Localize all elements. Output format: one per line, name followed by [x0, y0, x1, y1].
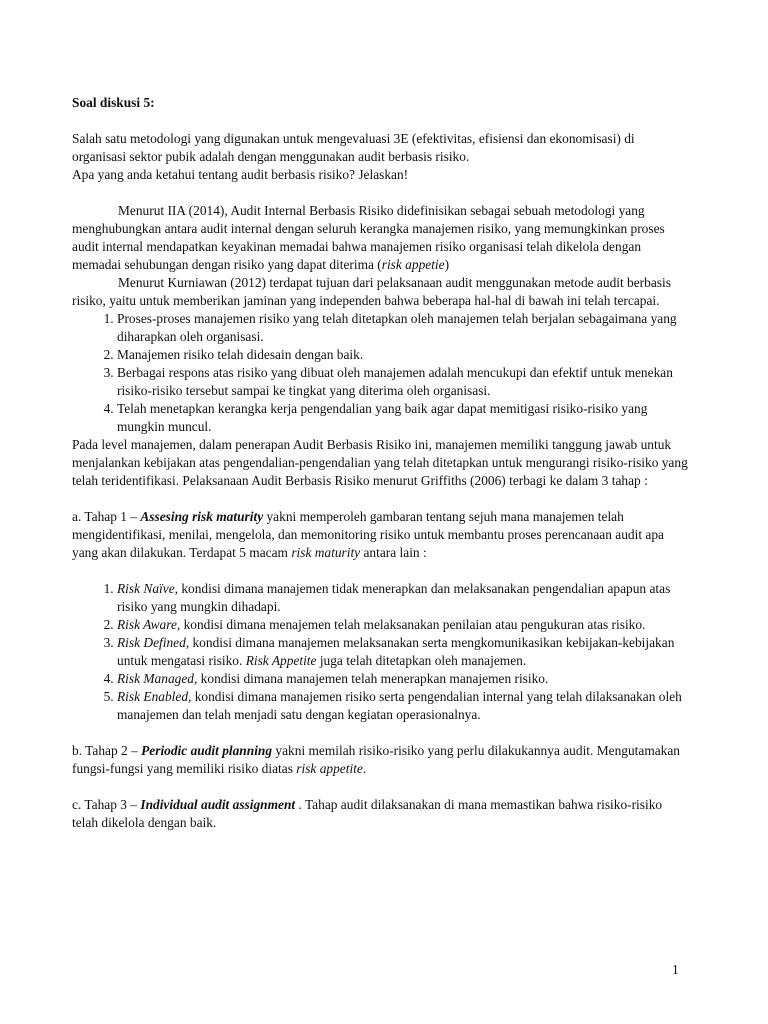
paragraph-iia-italic: risk appetie: [381, 257, 445, 272]
tahap-3: [72, 796, 690, 832]
list-item-term: Risk Aware,: [117, 617, 181, 632]
tahap-2-heading: Periodic audit planning: [141, 743, 273, 758]
tahap-3-heading: Individual audit assignment: [140, 797, 296, 812]
tahap-3-text: . Tahap audit dilaksanakan di mana memastikan bahwa risiko-risiko telah dikelola dengan baik.: [72, 797, 663, 830]
list-item: 3. Berbagai respons atas risiko yang dibuat oleh manajemen adalah mencukupi dan efektif untuk menekan risiko-risiko tersebut sampai ke tingkat yang diterima oleh organisasi.: [117, 364, 690, 400]
list-item-term: Risk Managed,: [117, 671, 198, 686]
list-item: 1. Proses-proses manajemen risiko yang telah ditetapkan oleh manajemen telah berjalan sebagaimana yang diharapkan oleh organisasi.: [117, 310, 690, 346]
list-item-term-2: Risk Appetite: [245, 653, 317, 668]
tahap-2: [72, 742, 690, 778]
tahap-1-text: yakni memperoleh gambaran tentang sejuh mana manajemen telah mengidentifikasi, menilai, mengelola, dan memonitoring risiko untuk membantu proses perencanaan audit apa yang akan dilakukan. Terdapat 5 macam: [72, 509, 664, 560]
tahap-1-prefix: a. Tahap 1 –: [72, 509, 141, 524]
question-line-2: Apa yang anda ketahui tentang audit berbasis risiko? Jelaskan!: [72, 167, 409, 182]
paragraph-iia-end: ): [444, 257, 450, 272]
list-item-term: Risk Enabled,: [117, 689, 192, 704]
list-item-term: Risk Defined,: [117, 635, 190, 650]
list-item: [117, 580, 690, 616]
list-item-term: Risk Naïve,: [117, 581, 178, 596]
list-item: [117, 634, 690, 670]
list-item-text: kondisi dimana menajemen telah melaksanakan penilaian atau pengukuran atas risiko.: [180, 617, 646, 632]
tahap-2-prefix: b. Tahap 2 –: [72, 743, 142, 758]
list-item-text: kondisi dimana manajemen melaksanakan serta mengkomunikasikan kebijakan-kebijakan untuk mengatasi risiko.: [117, 635, 675, 668]
tahap-2-end: .: [362, 761, 367, 776]
tahap-1-end: antara lain :: [360, 545, 427, 560]
page-number: 1: [672, 962, 679, 977]
tahap-1-heading: Assesing risk maturity: [140, 509, 264, 524]
list-item: 4. Telah menetapkan kerangka kerja pengendalian yang baik agar dapat memitigasi risiko-risiko yang mungkin muncul.: [117, 400, 690, 436]
list-item: 2. Manajemen risiko telah didesain dengan baik.: [117, 346, 690, 364]
question-line-1: Salah satu metodologi yang digunakan untuk mengevaluasi 3E (efektivitas, efisiensi dan ekonomisasi) di organisasi sektor pubik adalah dengan menggunakan audit berbasis risiko.: [72, 131, 635, 164]
list-item: [117, 670, 690, 688]
paragraph-level: Pada level manajemen, dalam penerapan Audit Berbasis Risiko ini, manajemen memiliki tanggung jawab untuk menjalankan kebijakan atas pengendalian-pengendalian yang telah ditetapkan untuk mengurangi risiko-risiko yang telah teridentifikasi. Pelaksanaan Audit Berbasis Risiko menurut Griffiths (2006) terbagi ke dalam 3 tahap :: [72, 437, 688, 488]
document-page: [72, 94, 690, 832]
tahap-2-text: yakni memilah risiko-risiko yang perlu dilakukannya audit. Mengutamakan fungsi-fungsi yang memiliki risiko diatas: [72, 743, 681, 776]
list-item-text-2: juga telah ditetapkan oleh manajemen.: [316, 653, 527, 668]
list-item: [117, 688, 690, 724]
tahap-2-italic: risk appetite: [296, 761, 363, 776]
page-title: Soal diskusi 5:: [72, 95, 155, 110]
paragraph-kurniawan: Menurut Kurniawan (2012) terdapat tujuan dari pelaksanaan audit menggunakan metode audit berbasis risiko, yaitu untuk memberikan jaminan yang independen bahwa beberapa hal-hal di bawah ini telah tercapai.: [72, 275, 671, 308]
tahap-3-prefix: c. Tahap 3 –: [72, 797, 141, 812]
list-item: [117, 616, 690, 634]
tahap-1: [72, 508, 690, 562]
tahap-1-italic: risk maturity: [291, 545, 361, 560]
list-item-text: kondisi dimana manajemen telah menerapkan manajemen risiko.: [197, 671, 549, 686]
paragraph-iia: [72, 202, 690, 274]
list-item-text: kondisi dimana manajemen risiko serta pengendalian internal yang telah dilaksanakan oleh manajemen dan telah menjadi satu dengan kegiatan operasionalnya.: [117, 689, 682, 722]
risk-maturity-list: [72, 580, 690, 724]
list-item-text: kondisi dimana manajemen tidak menerapkan dan melaksanakan pengendalian apapun atas risiko yang mungkin dihadapi.: [117, 581, 671, 614]
objectives-list: [72, 310, 690, 436]
paragraph-iia-text: Menurut IIA (2014), Audit Internal Berbasis Risiko didefinisikan sebagai sebuah metodologi yang menghubungkan antara audit internal dengan seluruh kerangka manajemen risiko, yang memungkinkan proses audit internal mendapatkan keyakinan memadai bahwa manajemen risiko organisasi telah dikelola dengan memadai sehubungan dengan risiko yang dapat diterima (: [72, 203, 665, 272]
